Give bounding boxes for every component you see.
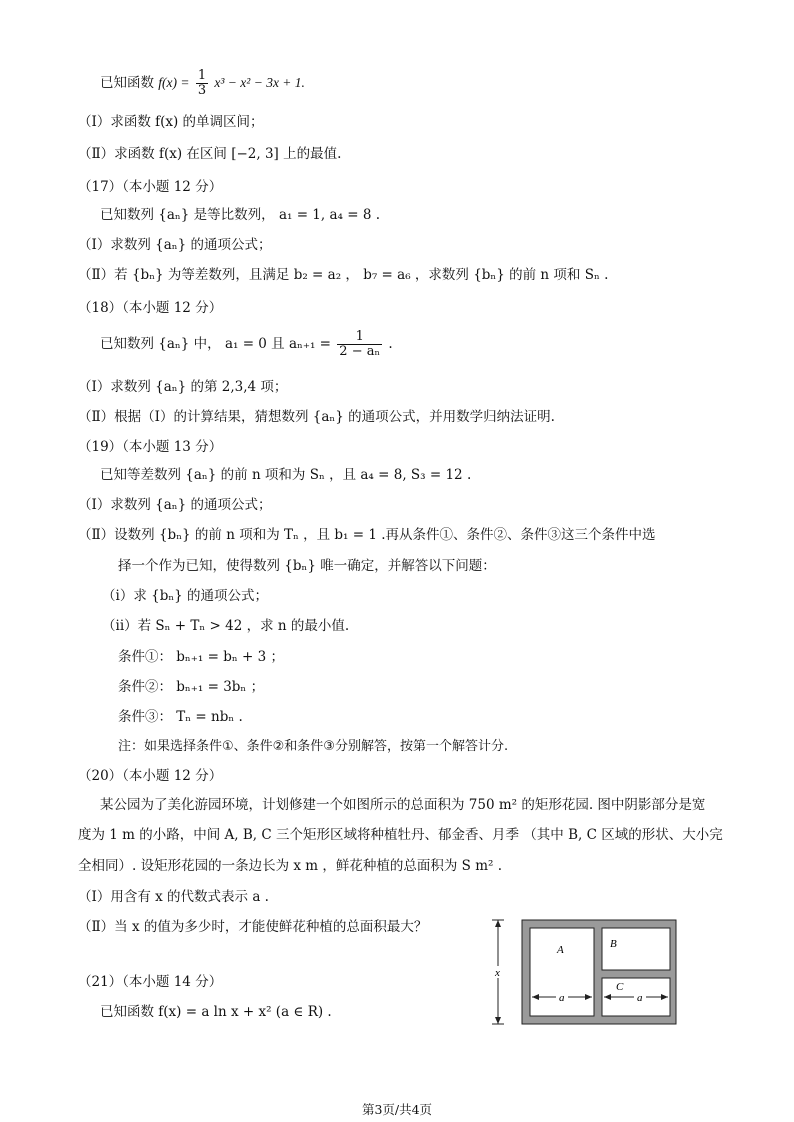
label-region-b: B <box>610 938 617 950</box>
grading-note: 注：如果选择条件①、条件②和条件③分别解答，按第一个解答计分. <box>118 739 509 754</box>
problem-20-part-1: （Ⅰ）用含有 x 的代数式表示 a . <box>78 889 269 905</box>
problem-17-part-1: （Ⅰ）求数列 {aₙ} 的通项公式； <box>78 237 272 253</box>
problem-20-text-3: 全相同）. 设矩形花园的一条边长为 x m ，鲜花种植的总面积为 S m² . <box>78 858 502 874</box>
problem-19-part-2-cont: 择一个作为已知，使得数列 {bₙ} 唯一确定，并解答以下问题： <box>118 558 496 574</box>
intro-text: 已知函数 <box>100 75 159 91</box>
condition-1: 条件①： bₙ₊₁ = bₙ + 3 ； <box>118 649 284 665</box>
fraction-denominator: 2 − aₙ <box>339 344 381 359</box>
problem-18-part-1: （Ⅰ）求数列 {aₙ} 的第 2,3,4 项； <box>78 379 288 395</box>
page-footer: 第3页/共4页 <box>361 1102 433 1117</box>
fraction-numerator: 1 <box>337 330 382 345</box>
intro-text: 已知数列 {aₙ} 中， a₁ = 0 且 aₙ₊₁ = <box>100 336 331 352</box>
function-rest: x³ − x² − 3x + 1. <box>214 75 305 90</box>
problem-20-text-2: 度为 1 m 的小路，中间 A, B, C 三个矩形区域将种植牡丹、郁金香、月季 （其中 B, C 区域的形状、大小完 <box>78 827 723 843</box>
arrow-up-icon <box>495 920 501 927</box>
intro-period: . <box>388 336 393 352</box>
arrow-down-icon <box>495 1017 501 1024</box>
problem-20-text-1: 某公园为了美化游园环境，计划修建一个如图所示的总面积为 750 m² 的矩形花园. 图中阴影部分是宽 <box>100 797 706 813</box>
condition-2: 条件②： bₙ₊₁ = 3bₙ ； <box>118 679 265 695</box>
problem-19-intro: 已知等差数列 {aₙ} 的前 n 项和为 Sₙ ，且 a₄ = 8, S₃ = 12 . <box>100 467 472 483</box>
problem-19-part-2: （Ⅱ）设数列 {bₙ} 的前 n 项和为 Tₙ ，且 b₁ = 1 .再从条件①、条件②、条件③这三个条件中选 <box>78 527 656 543</box>
problem-19-sub-ii: （ii）若 Sₙ + Tₙ > 42 ，求 n 的最小值. <box>102 618 350 634</box>
problem-16-intro <box>100 69 305 98</box>
problem-20-part-2: （Ⅱ）当 x 的值为多少时，才能使鲜花种植的总面积最大？ <box>78 919 428 935</box>
function-name: f(x) = <box>158 75 190 90</box>
problem-16-part-2: （Ⅱ）求函数 f(x) 在区间 [−2, 3] 上的最值. <box>78 146 342 162</box>
problem-18-part-2: （Ⅱ）根据（Ⅰ）的计算结果，猜想数列 {aₙ} 的通项公式，并用数学归纳法证明. <box>78 409 555 425</box>
label-a-right: a <box>637 992 643 1004</box>
recurrence-fraction <box>337 330 382 359</box>
problem-21-header: （21）（本小题 14 分） <box>78 974 223 990</box>
garden-diagram <box>480 916 690 1028</box>
problem-17-header: （17）（本小题 12 分） <box>78 179 223 195</box>
problem-18-header: （18）（本小题 12 分） <box>78 300 223 316</box>
problem-17-part-2: （Ⅱ）若 {bₙ} 为等差数列，且满足 b₂ = a₂ ， b₇ = a₆ ，求数列 {bₙ} 的前 n 项和 Sₙ . <box>78 267 609 283</box>
problem-19-header: （19）（本小题 13 分） <box>78 439 223 455</box>
fraction-numerator: 1 <box>197 68 207 83</box>
condition-3: 条件③： Tₙ = nbₙ . <box>118 709 243 725</box>
fraction-one-third <box>196 69 208 98</box>
problem-19-sub-i: （i）求 {bₙ} 的通项公式； <box>102 588 269 604</box>
label-x: x <box>495 967 500 979</box>
problem-17-intro: 已知数列 {aₙ} 是等比数列， a₁ = 1, a₄ = 8 . <box>100 207 380 223</box>
problem-16-part-1: （Ⅰ）求函数 f(x) 的单调区间； <box>78 114 264 130</box>
problem-19-part-1: （Ⅰ）求数列 {aₙ} 的通项公式； <box>78 497 272 513</box>
fraction-denominator: 3 <box>197 83 207 98</box>
label-region-a: A <box>557 944 564 956</box>
label-a-left: a <box>559 992 565 1004</box>
problem-18-intro <box>100 330 393 359</box>
problem-21-intro: 已知函数 f(x) = a ln x + x² (a ∈ R) . <box>100 1004 332 1020</box>
label-region-c: C <box>616 981 624 993</box>
problem-20-header: （20）（本小题 12 分） <box>78 768 223 784</box>
